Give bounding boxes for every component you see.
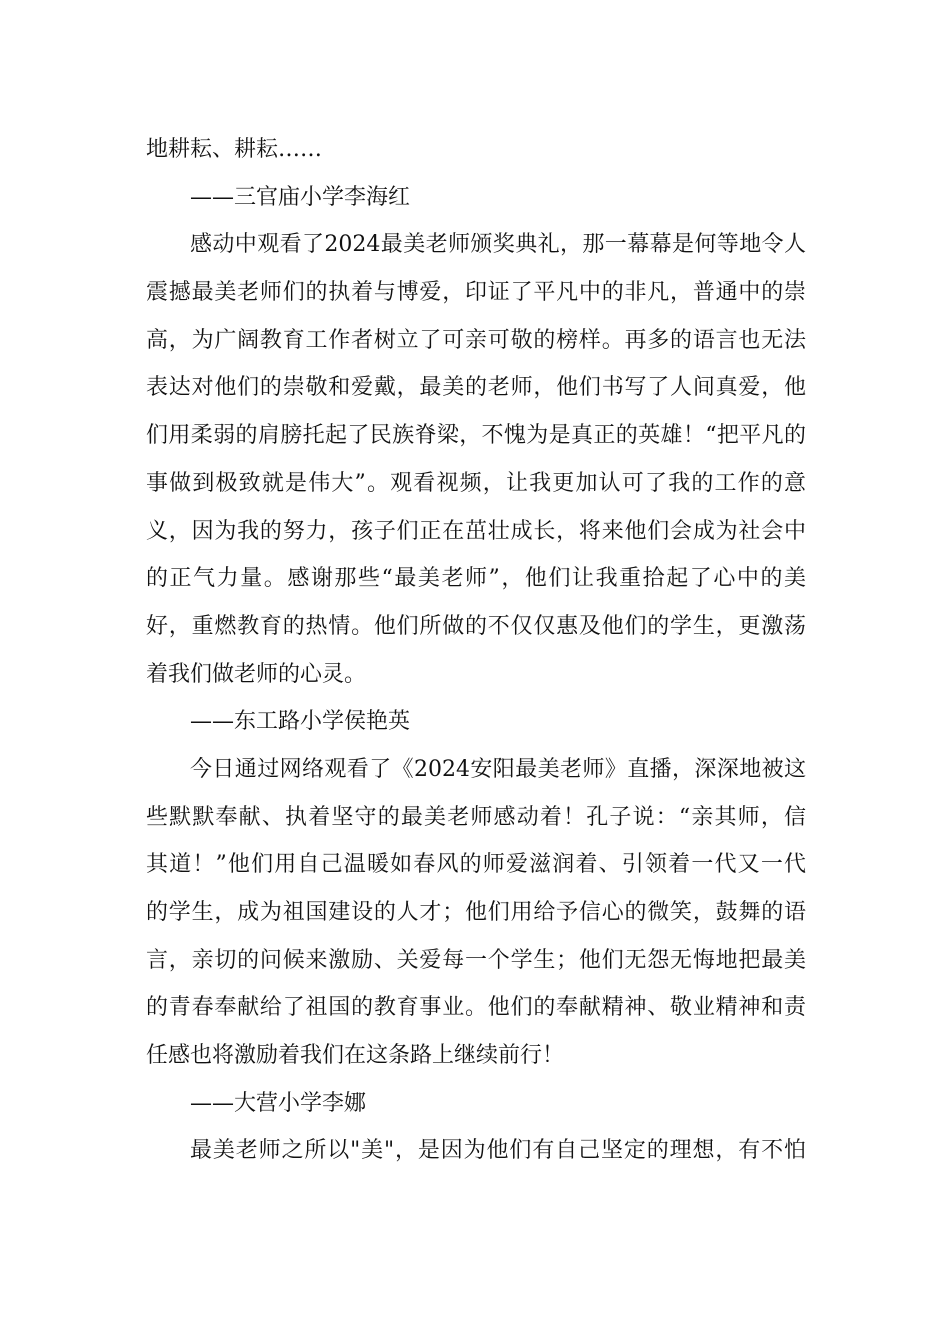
paragraph-line: 的正气力量。感谢那些“最美老师”，他们让我重拾起了心中的美	[146, 566, 806, 592]
author-signature: ——东工路小学侯艳英	[190, 709, 411, 735]
paragraph-line: 震撼最美老师们的执着与博爱，印证了平凡中的非凡，普通中的崇	[146, 280, 806, 306]
paragraph-line: 表达对他们的崇敬和爱戴，最美的老师，他们书写了人间真爱，他	[146, 375, 806, 401]
paragraph-line: 言，亲切的问候来激励、关爱每一个学生；他们无怨无悔地把最美	[146, 947, 806, 973]
paragraph-line: 好，重燃教育的热情。他们所做的不仅仅惠及他们的学生，更激荡	[146, 613, 806, 639]
author-signature: ——三官庙小学李海红	[190, 184, 411, 210]
paragraph-line: 的学生，成为祖国建设的人才；他们用给予信心的微笑，鼓舞的语	[146, 900, 806, 925]
document-page	[146, 126, 806, 1175]
paragraph-line: 着我们做老师的心灵。	[146, 661, 367, 687]
paragraph-line: 任感也将激励着我们在这条路上继续前行！	[146, 1043, 565, 1069]
paragraph-line: 们用柔弱的肩膀托起了民族脊梁，不愧为是真正的英雄！“把平凡的	[146, 423, 806, 449]
paragraph-line: 的青春奉献给了祖国的教育事业。他们的奉献精神、敬业精神和责	[146, 995, 806, 1021]
paragraph-line: 今日通过网络观看了《2024安阳最美老师》直播，深深地被这	[190, 756, 806, 782]
paragraph-line: 其道！”他们用自己温暖如春风的师爱滋润着、引领着一代又一代	[146, 852, 806, 878]
paragraph-line: 地耕耘、耕耘……	[146, 137, 323, 162]
author-signature: ——大营小学李娜	[190, 1090, 367, 1116]
paragraph-line: 高，为广阔教育工作者树立了可亲可敬的榜样。再多的语言也无法	[146, 327, 806, 353]
paragraph-line: 最美老师之所以"美"，是因为他们有自己坚定的理想，有不怕	[190, 1138, 806, 1164]
paragraph-line: 些默默奉献、执着坚守的最美老师感动着！孔子说：“亲其师，信	[146, 804, 806, 830]
paragraph-line: 事做到极致就是伟大”。观看视频，让我更加认可了我的工作的意	[146, 470, 806, 496]
paragraph-line: 义，因为我的努力，孩子们正在茁壮成长，将来他们会成为社会中	[146, 518, 806, 544]
paragraph-line: 感动中观看了2024最美老师颁奖典礼，那一幕幕是何等地令人	[190, 232, 806, 258]
